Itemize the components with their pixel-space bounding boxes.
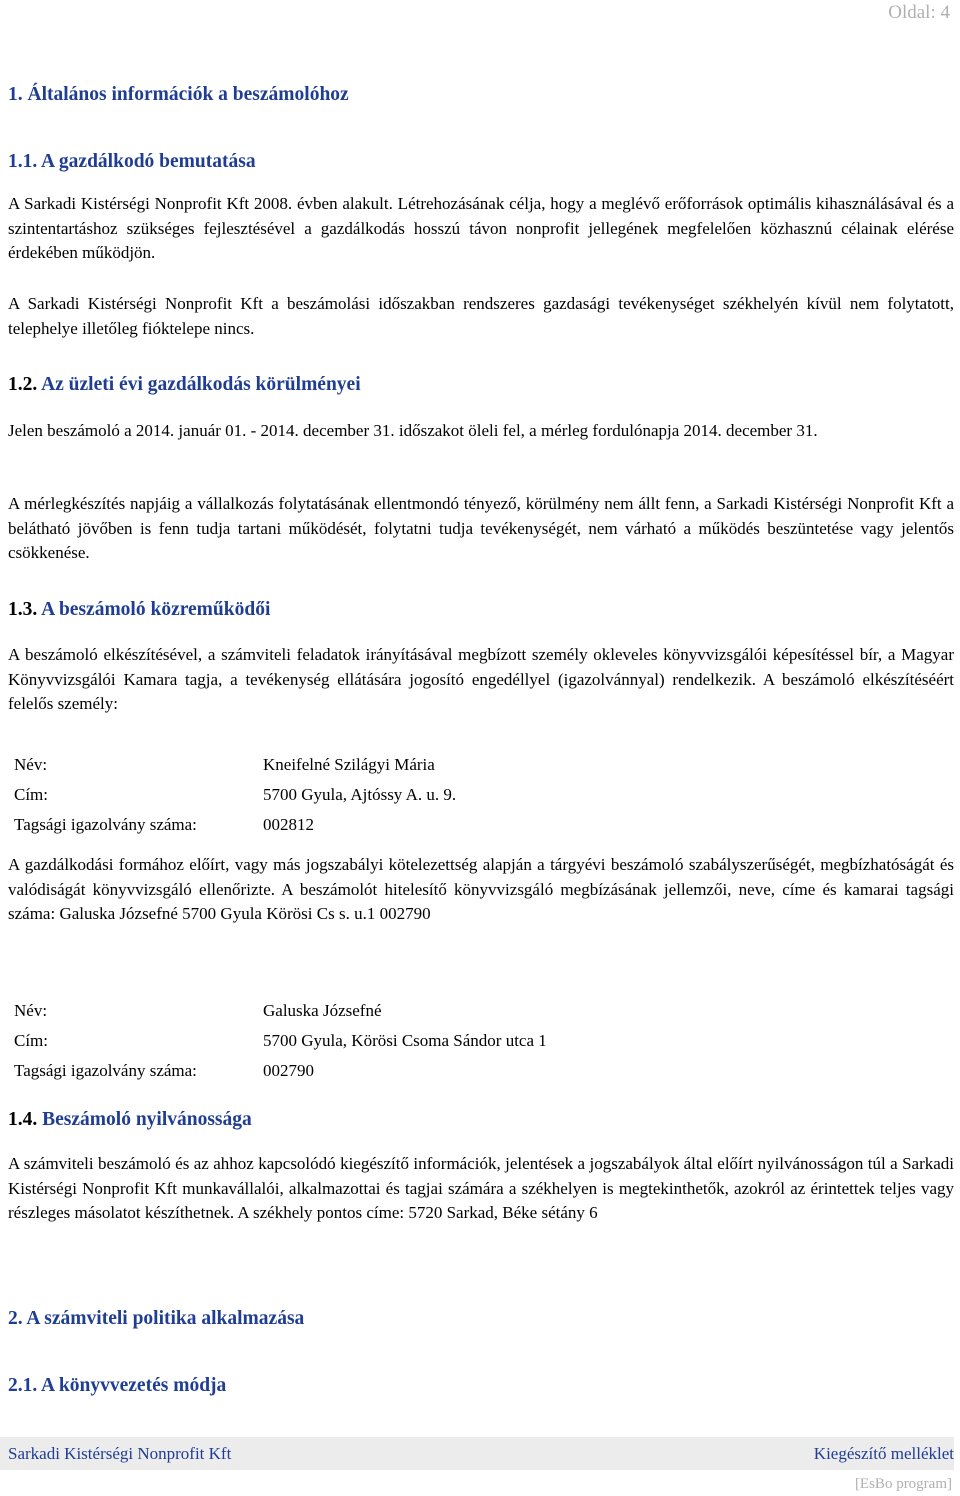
person2-name-value: Galuska Józsefné	[263, 1001, 382, 1020]
person1-name-value: Kneifelné Szilágyi Mária	[263, 755, 435, 774]
section-1-1-paragraph-2: A Sarkadi Kistérségi Nonprofit Kft a beszámolási időszakban rendszeres gazdasági tevékenységet székhelyén kívül nem folytatott, telephelye illetőleg fióktelepe nincs.	[8, 294, 954, 338]
section-1-2-paragraph-1: Jelen beszámoló a 2014. január 01. - 2014. december 31. időszakot öleli fel, a mérleg fordulónapja 2014. december 31.	[8, 421, 818, 440]
person1-name-label: Név:	[14, 755, 48, 774]
section-2-1-title: 2.1. A könyvvezetés módja	[8, 1375, 227, 1396]
page-number: Oldal: 4	[888, 2, 950, 23]
section-1-3-paragraph-1: A beszámoló elkészítésével, a számviteli feladatok irányításával megbízott személy okleveles könyvvizsgálói képesítéssel bír, a Magyar Könyvvizsgálói Kamara tagja, a tevékenység ellátására jogosító engedéllyel (igazolvánnyal) rendelkezik. A beszámoló elkészítéséért felelős személy:	[8, 645, 954, 713]
person2-membership-value: 002790	[263, 1061, 314, 1080]
person2-address-value: 5700 Gyula, Körösi Csoma Sándor utca 1	[263, 1031, 547, 1050]
section-1-3-heading: A beszámoló közreműködői	[41, 599, 271, 620]
section-1-4-paragraph-1: A számviteli beszámoló és az ahhoz kapcsolódó kiegészítő információk, jelentések a jogszabályok által előírt nyilvánosságon túl a Sarkadi Kistérségi Nonprofit Kft munkavállalói, alkalmazottai és tagjai számára a székhelyen is megtekinthetők, azokról az érintettek teljes vagy részleges másolatot készíthetnek. A székhely pontos címe: 5720 Sarkad, Béke sétány 6	[8, 1154, 954, 1222]
section-1-2-heading: Az üzleti évi gazdálkodás körülményei	[41, 374, 361, 395]
section-1-4-title	[8, 1109, 252, 1131]
footer-company: Sarkadi Kistérségi Nonprofit Kft	[8, 1444, 232, 1463]
person1-address-label: Cím:	[14, 785, 49, 804]
section-1-1-title: 1.1. A gazdálkodó bemutatása	[8, 151, 256, 172]
section-1-3-paragraph-2: A gazdálkodási formához előírt, vagy más jogszabályi kötelezettség alapján a tárgyévi beszámoló szabályszerűségét, megbízhatóságát és valódiságát könyvvizsgáló ellenőrizte. A beszámolót hitelesítő könyvvizsgáló megbízásának jellemzői, neve, címe és kamarai tagsági száma: Galuska Józsefné 5700 Gyula Körösi Cs s. u.1 002790	[8, 855, 954, 923]
section-1-2-number: 1.2.	[8, 374, 38, 395]
person2-name-label: Név:	[14, 1001, 48, 1020]
page-footer	[0, 1437, 954, 1470]
section-1-4-number: 1.4.	[8, 1109, 38, 1130]
section-1-3-title	[8, 599, 270, 621]
person1-membership-value: 002812	[263, 815, 314, 834]
section-1-1-paragraph-1: A Sarkadi Kistérségi Nonprofit Kft 2008. évben alakult. Létrehozásának célja, hogy a meglévő erőforrások optimális kihasználásával és a szintentartáshoz szükséges fejlesztésével a gazdálkodás hosszú távon nonprofit jellegének megfelelően közhasznú célainak elérése érdekében működjön.	[8, 194, 954, 262]
section-1-3-number: 1.3.	[8, 599, 38, 620]
person1-membership-label: Tagsági igazolvány száma:	[14, 815, 197, 834]
section-1-2-paragraph-2: A mérlegkészítés napjáig a vállalkozás folytatásának ellentmondó tényező, körülmény nem állt fenn, a Sarkadi Kistérségi Nonprofit Kft a belátható jövőben is fenn tudja tartani működését, folytatni tudja tevékenységét, nem várható a működés beszüntetése vagy jelentős csökkenése.	[8, 494, 954, 562]
section-1-4-heading: Beszámoló nyilvánossága	[42, 1109, 252, 1130]
section-2-title: 2. A számviteli politika alkalmazása	[8, 1308, 305, 1329]
footer-program: [EsBo program]	[854, 1476, 952, 1492]
section-1-title: 1. Általános információk a beszámolóhoz	[8, 84, 349, 105]
person2-address-label: Cím:	[14, 1031, 49, 1050]
section-1-2-title	[8, 374, 361, 396]
person2-membership-label: Tagsági igazolvány száma:	[14, 1061, 197, 1080]
person1-address-value: 5700 Gyula, Ajtóssy A. u. 9.	[263, 785, 457, 804]
footer-document-type: Kiegészítő melléklet	[813, 1444, 954, 1463]
